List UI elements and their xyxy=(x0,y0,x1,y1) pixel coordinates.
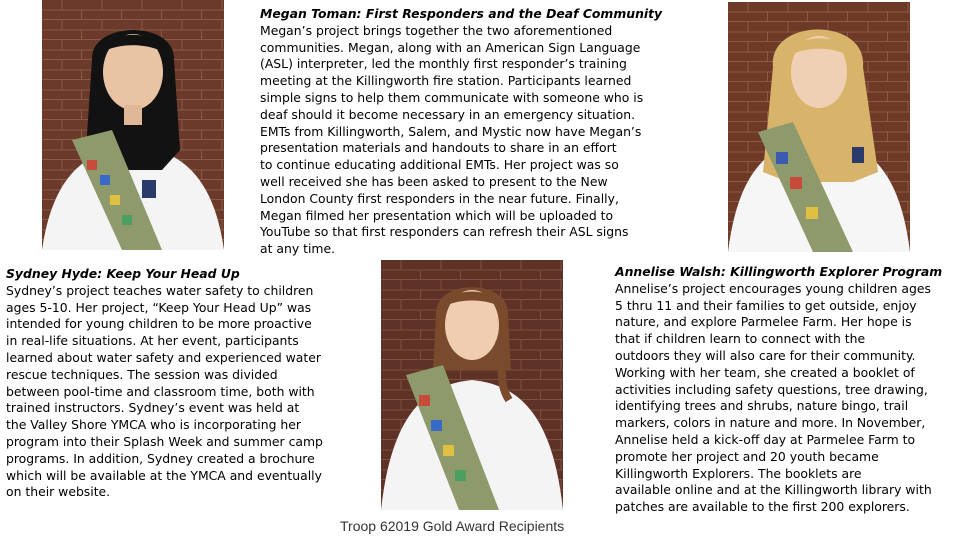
megan-photo xyxy=(42,0,224,250)
megan-text-block xyxy=(260,6,680,258)
annelise-photo xyxy=(728,2,910,252)
megan-title: Megan Toman: First Responders and the Deaf Community xyxy=(260,6,663,21)
sydney-title: Sydney Hyde: Keep Your Head Up xyxy=(6,266,240,281)
sydney-text-block xyxy=(6,266,356,501)
sydney-photo xyxy=(381,260,563,510)
megan-body: Megan’s project brings together the two aforementioned communities. Megan, along with an American Sign Language (ASL) interpreter, led the monthly first responder’s training meeting at the Killingworth fire station. Participants learned simple signs to help them communicate with someone who is deaf should it become necessary in an emergency situation. EMTs from Killingworth, Salem, and Mystic now have Megan’s presentation materials and handouts to share in an effort to continue educating additional EMTs. Her project was so well received she has been asked to present to the New London County first responders in the near future. Finally, Megan filmed her presentation which will be uploaded to YouTube so that first responders can refresh their ASL signs at any time. xyxy=(260,22,644,257)
annelise-title: Annelise Walsh: Killingworth Explorer Program xyxy=(615,264,943,279)
page-caption: Troop 62019 Gold Award Recipients xyxy=(340,518,565,534)
sydney-body: Sydney’s project teaches water safety to children ages 5-10. Her project, “Keep Your Head Up” was intended for young children to be more proactive in real-life situations. At her event, participants learned about water safety and experienced water rescue techniques. The session was divided between pool-time and classroom time, both with trained instructors. Sydney’s event was held at the Valley Shore YMCA who is incorporating her program into their Splash Week and summer camp programs. In addition, Sydney created a brochure which will be available at the YMCA and eventually on their website. xyxy=(6,282,323,500)
annelise-body: Annelise’s project encourages young children ages 5 thru 11 and their families to get outside, enjoy nature, and explore Parmelee Farm. Her hope is that if children learn to connect with the outdoors they will also care for their community. Working with her team, she created a booklet of activities including safety questions, tree drawing, identifying trees and shrubs, nature bingo, trail markers, colors in nature and more. In November, Annelise held a kick-off day at Parmelee Farm to promote her project and 20 youth became Killingworth Explorers. The booklets are available online and at the Killingworth library with patches are available to the first 200 explorers. xyxy=(615,280,932,515)
annelise-text-block xyxy=(615,264,955,516)
